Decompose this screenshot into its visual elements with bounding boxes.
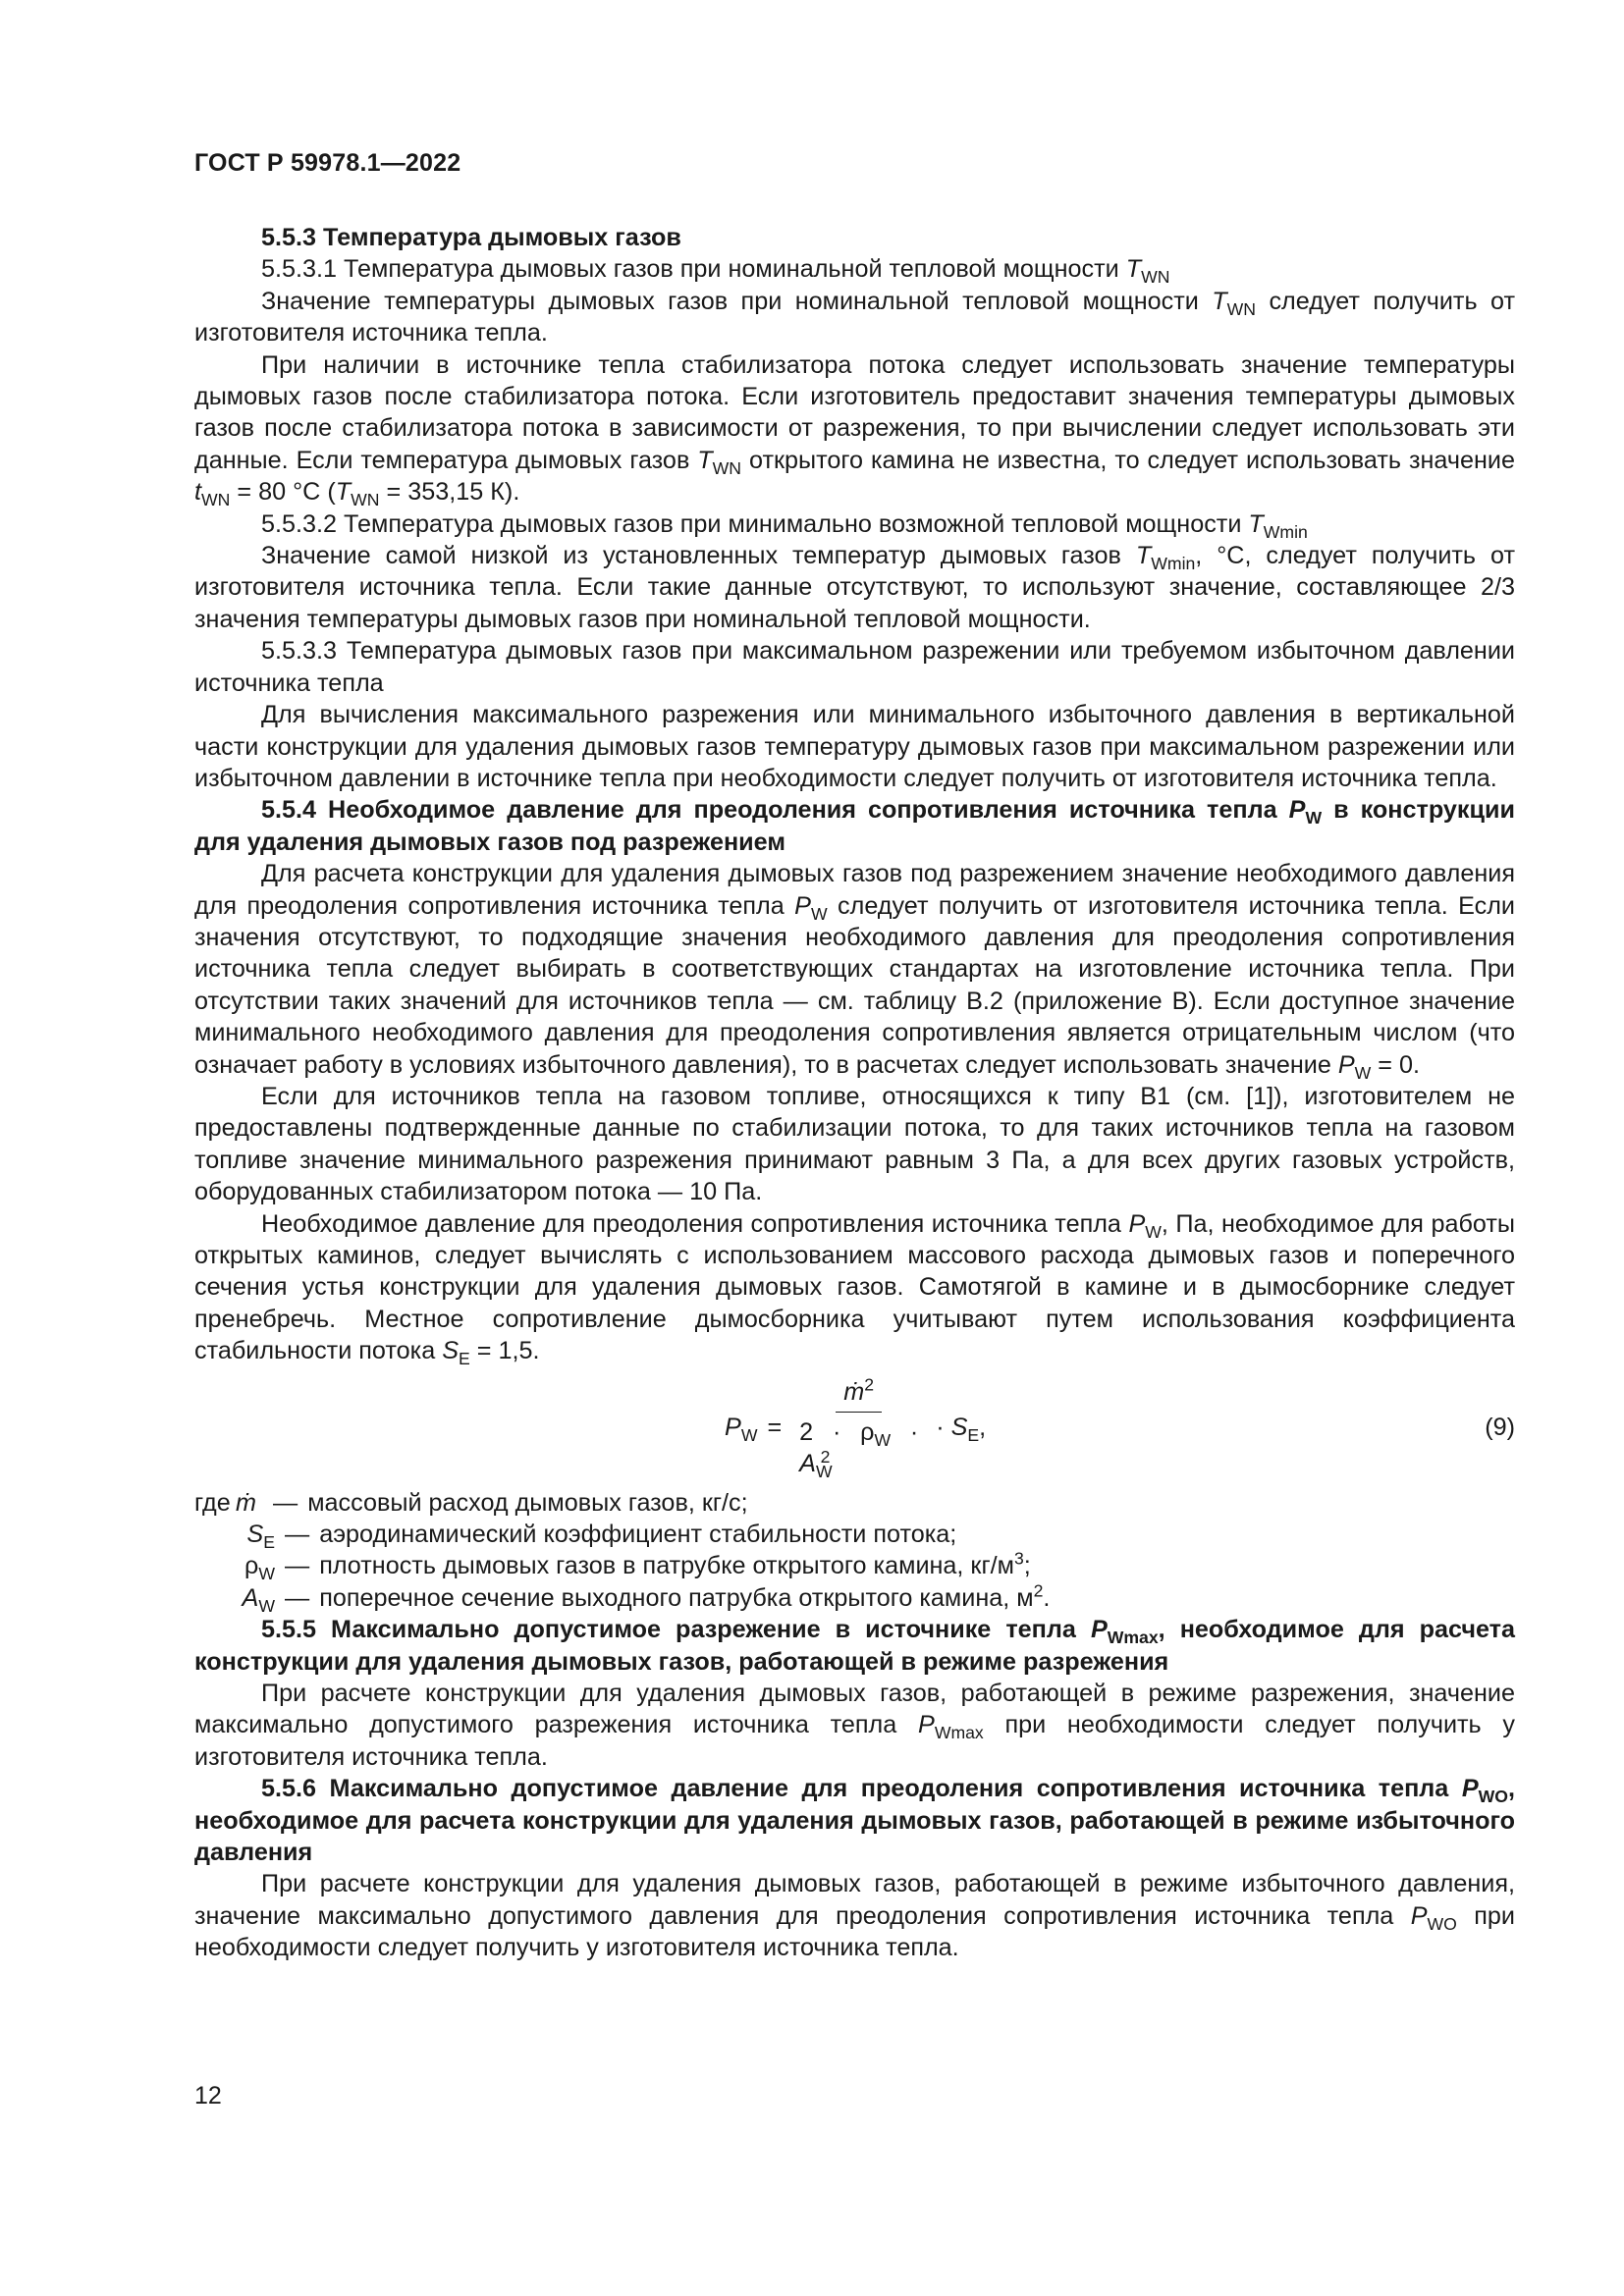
section-title-5-5-3: 5.5.3 Температура дымовых газов	[261, 224, 681, 251]
legend-item: $\rho_W$ — плотность дымовых газов в патрубке открытого камина, $кг/м^3$;	[244, 1548, 1031, 1584]
legend-item: где ṁ — массовый расход дымовых газов, кг/с;	[194, 1488, 748, 1517]
subsection-title-5-5-3-2: 5.5.3.2 Температура дымовых газов при минимально возможной тепловой мощности $T_{Wmin}$	[261, 509, 1308, 542]
paragraph: Значение температуры дымовых газов при номинальной тепловой мощности $T_{WN}$ следует получить от изготовителя источника тепла.	[194, 287, 1516, 347]
subsection-title-5-5-3-3: 5.5.3.3 Температура дымовых газов при максимальном разрежении или требуемом избыточном давлении источника тепла	[194, 637, 1515, 697]
section-title-5-5-6: 5.5.6 Максимально допустимое давление для преодоления сопротивления источника тепла $P_{WO}$, необходимое для расчета конструкции для удаления дымовых газов, работающей в режиме избыточного давления	[194, 1775, 1515, 1867]
formula-legend	[194, 1487, 1515, 1615]
document-code: ГОСТ Р 59978.1—2022	[194, 149, 461, 177]
fraction-denominator: $2 \cdot \rho_W \cdot A_W^2$	[799, 1417, 919, 1482]
paragraph: Для расчета конструкции для удаления дымовых газов под разрежением значение необходимого давления для преодоления сопротивления источника тепла $P_W$ следует получить от изготовителя источника тепла. Если значения отсутствуют, то подходящие значения необходимого давления для преодоления сопротивления источника тепла следует выбирать в соответствующих стандартах на изготовление источника тепла. При отсутствии таких значений для источников тепла — см. таблицу В.2 (приложение В). Если доступное значение минимального необходимого давления для преодоления сопротивления является отрицательным числом (что означает работу в условиях избыточного давления), то в расчетах следует использовать значение $P_W = 0$.	[194, 860, 1515, 1083]
page-body	[194, 222, 1515, 1964]
formula-9	[194, 1373, 1515, 1482]
paragraph: Если для источников тепла на газовом топливе, относящихся к типу B1 (см. [1]), изготовителем не предоставлены подтвержденные данные по стабилизации потока, то для таких источников тепла на газовом топливе значение минимального разрежения принимают равным 3 Па, а для всех других газовых устройств, оборудованных стабилизатором потока — 10 Па.	[194, 1082, 1515, 1206]
legend-item: $A_W$ — поперечное сечение выходного патрубка открытого камина, $м^2$.	[242, 1580, 1051, 1616]
legend-item: $S_E$ — аэродинамический коэффициент стабильности потока;	[246, 1521, 957, 1553]
subsection-title-5-5-3-1: 5.5.3.1 Температура дымовых газов при номинальной тепловой мощности $T_{WN}$	[261, 255, 1170, 288]
section-title-5-5-5: 5.5.5 Максимально допустимое разрежение в источнике тепла $P_{Wmax}$, необходимое для расчета конструкции для удаления дымовых газов, работающей в режиме разрежения	[194, 1616, 1515, 1676]
section-title-5-5-4: 5.5.4 Необходимое давление для преодоления сопротивления источника тепла $P_W$ в конструкции для удаления дымовых газов под разрежением	[194, 796, 1515, 856]
paragraph: При расчете конструкции для удаления дымовых газов, работающей в режиме разрежения, значение максимально допустимого разрежения источника тепла $P_{Wmax}$ при необходимости следует получить у изготовителя источника тепла.	[194, 1680, 1515, 1771]
paragraph: При расчете конструкции для удаления дымовых газов, работающей в режиме избыточного давления, значение максимально допустимого давления для преодоления сопротивления источника тепла $P_{WO}$ при необходимости следует получить у изготовителя источника тепла.	[194, 1870, 1515, 1962]
page-number: 12	[194, 2082, 222, 2109]
fraction-numerator: ṁ$^2$	[836, 1376, 882, 1413]
formula-expression: $P_W$ = $\frac{ṁ^2}{2 \cdot \rho_W \cdot A_W^2}$ · $S_E$,	[725, 1373, 987, 1482]
paragraph: При наличии в источнике тепла стабилизатора потока следует использовать значение температуры дымовых газов после стабилизатора потока. Если изготовитель предоставит значения температуры дымовых газов после стабилизатора потока в зависимости от разрежения, то при вычислении следует использовать эти данные. Если температура дымовых газов $T_{WN}$ открытого камина не известна, то следует использовать значение $t_{WN} = 80$ °С ($T_{WN} = 353,15$ К).	[194, 350, 1515, 510]
formula-number: (9)	[1485, 1413, 1515, 1441]
paragraph: Для вычисления максимального разрежения или минимального избыточного давления в вертикальной части конструкции для удаления дымовых газов температуру дымовых газов при максимальном разрежении или избыточном давлении в источнике тепла при необходимости следует получить от изготовителя источника тепла.	[194, 701, 1515, 792]
paragraph: Необходимое давление для преодоления сопротивления источника тепла $P_W$, Па, необходимое для работы открытых каминов, следует вычислять с использованием массового расхода дымовых газов и поперечного сечения устья конструкции для удаления дымовых газов. Самотягой в камине и в дымосборнике следует пренебречь. Местное сопротивление дымосборника учитывают путем использования коэффициента стабильности потока $S_E = 1,5$.	[194, 1209, 1515, 1369]
paragraph: Значение самой низкой из установленных температур дымовых газов $T_{Wmin}$, °С, следует получить от изготовителя источника тепла. Если такие данные отсутствуют, то используют значение, составляющее 2/3 значения температуры дымовых газов при номинальной тепловой мощности.	[194, 542, 1515, 633]
